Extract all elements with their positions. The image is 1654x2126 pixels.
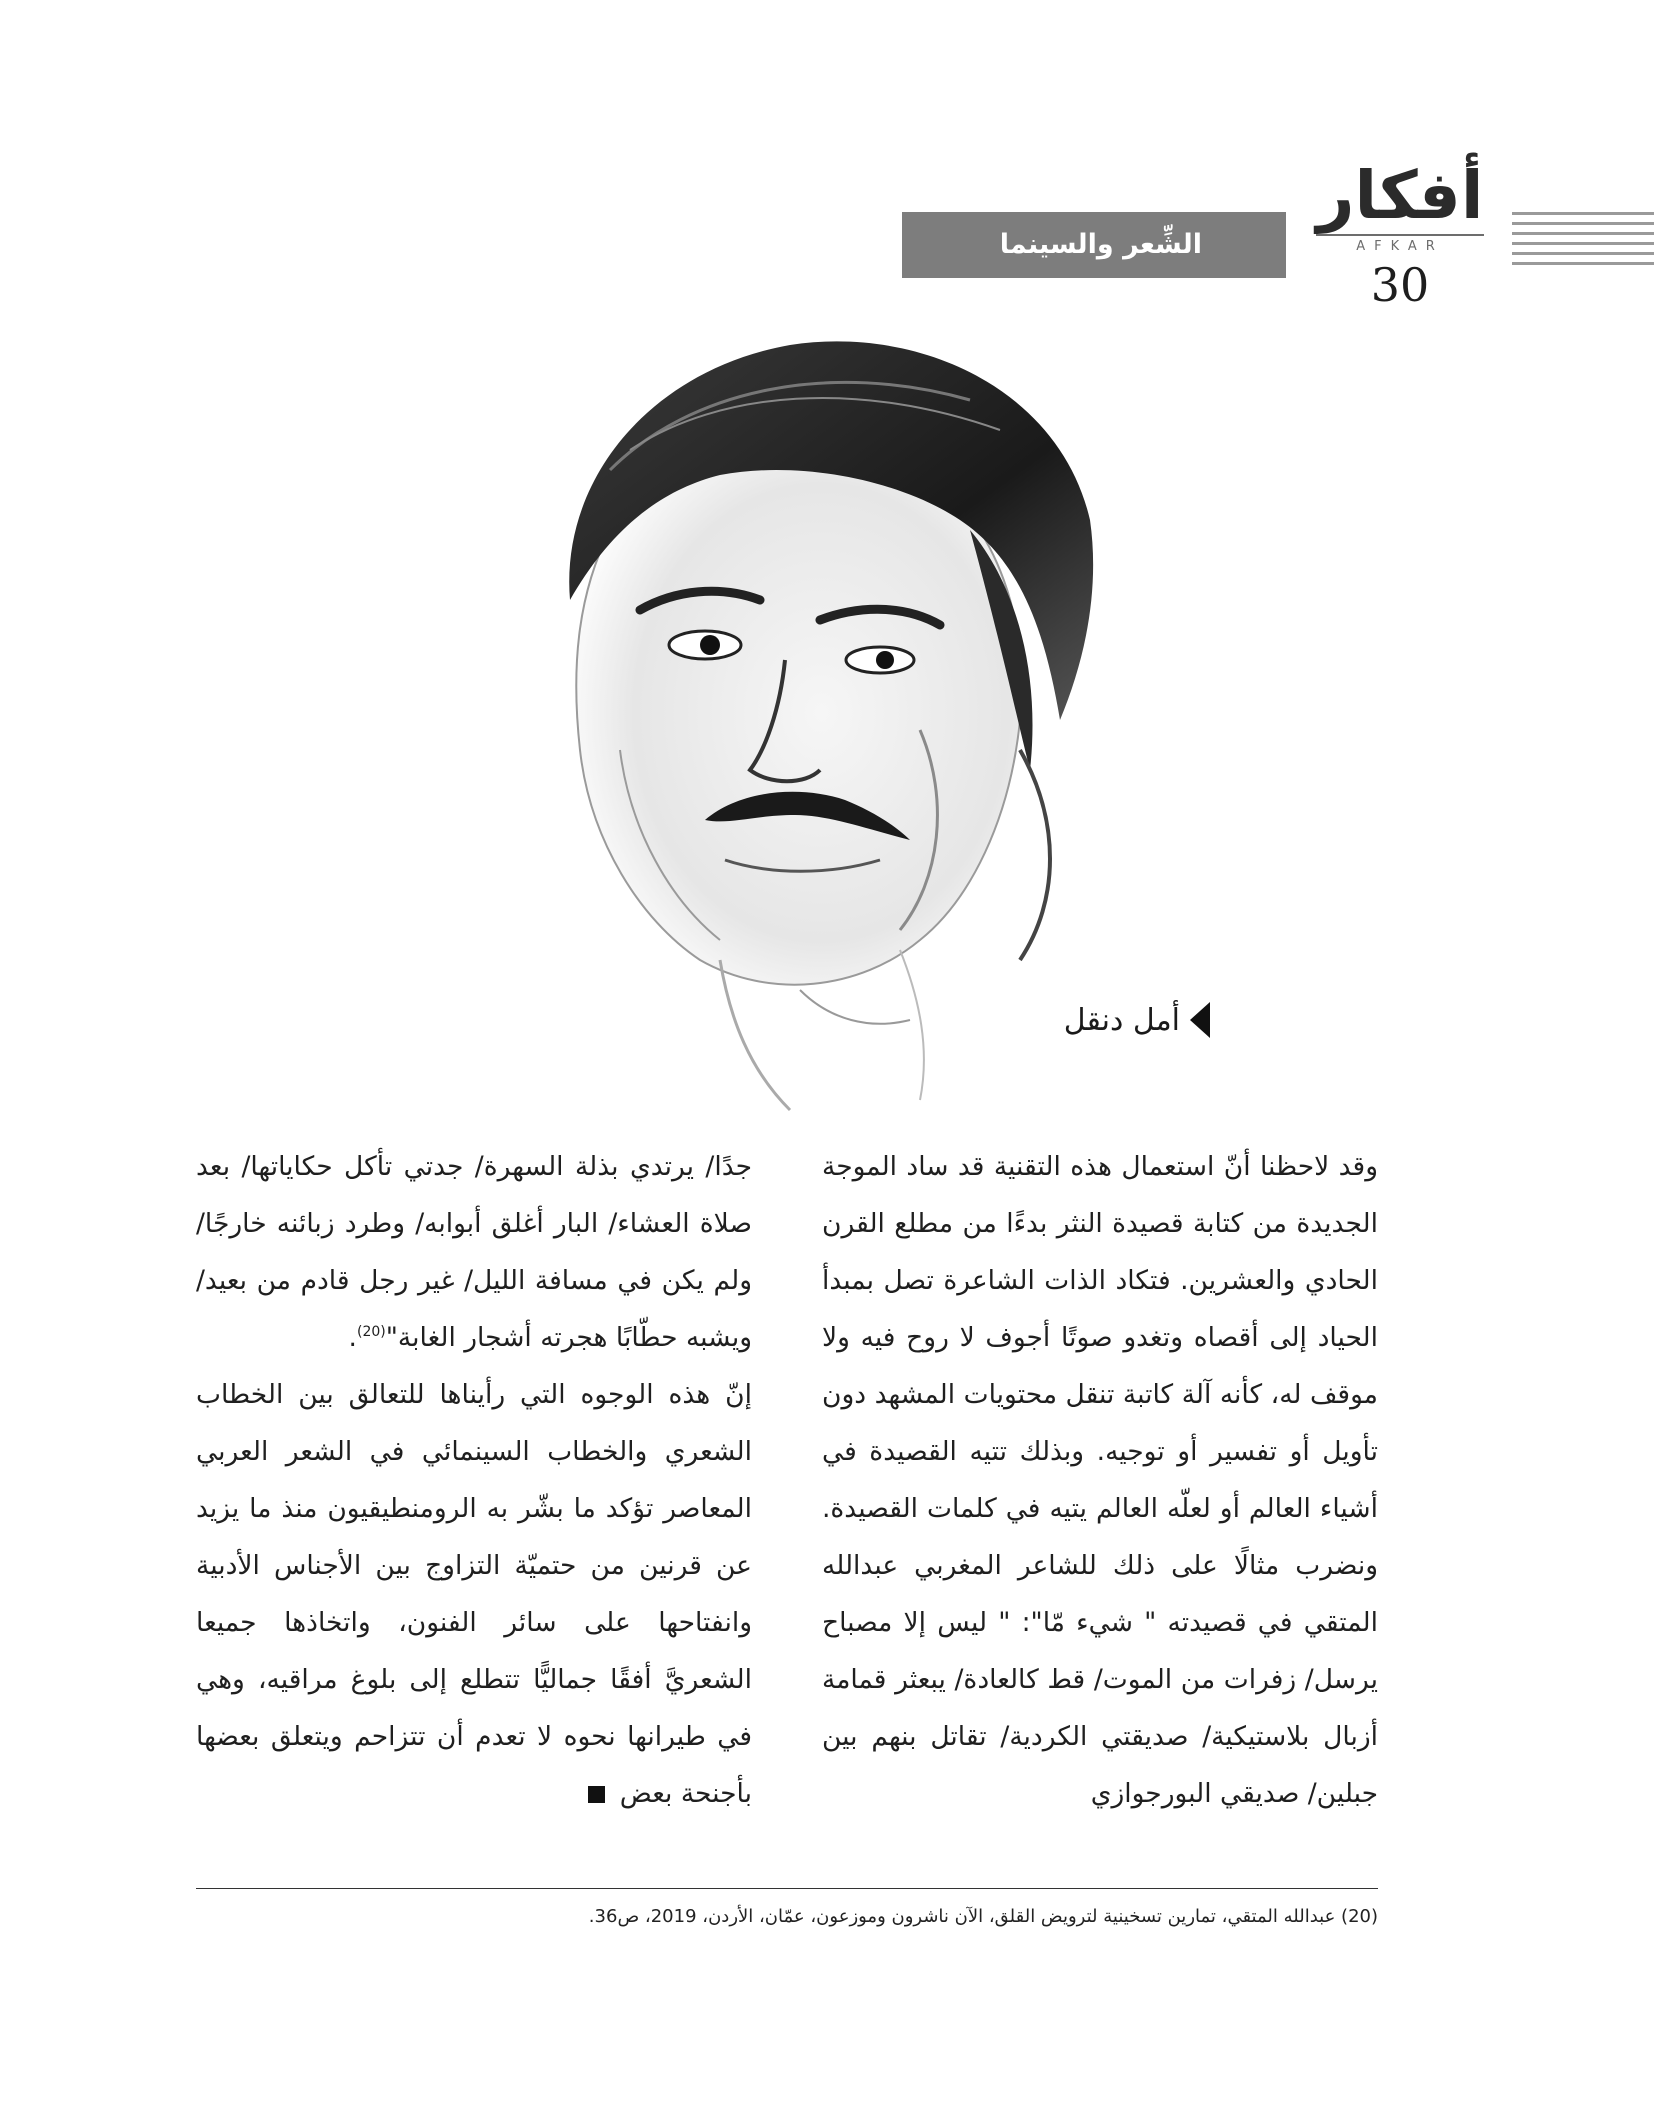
paragraph-text: جدًا/ يرتدي بذلة السهرة/ جدتي تأكل حكاياتها/ بعد صلاة العشاء/ البار أغلق أبوابه/ وطرد زبائنه خارجًا/ ولم يكن في مسافة الليل/ غير رجل قادم من بعيد/ ويشبه حطّابًا هجرته أشجار الغابة" (196, 1151, 752, 1353)
article-column-right (822, 1138, 1378, 1822)
header-stripes (1512, 212, 1654, 272)
caption-arrow-icon (1190, 1002, 1210, 1038)
logo-latin: AFKAR (1356, 239, 1444, 254)
paragraph-text: إنّ هذه الوجوه التي رأيناها للتعالق بين الخطاب الشعري والخطاب السينمائي في الشعر العربي المعاصر تؤكد ما بشّر به الرومنطيقيون منذ ما يزيد عن قرنين من حتميّة التزاوج بين الأجناس الأدبية وانفتاحها على سائر الفنون، واتخاذها جميعا الشعريَّ أفقًا جماليًّا تتطلع إلى بلوغ مراقيه، وهي في طيرانها نحوه لا تعدم أن تتزاحم ويتعلق بعضها بأجنحة بعض (196, 1379, 752, 1809)
portrait-caption (1010, 1002, 1210, 1038)
paragraph (196, 1366, 752, 1822)
paragraph (196, 1138, 752, 1366)
paragraph: وقد لاحظنا أنّ استعمال هذه التقنية قد ساد الموجة الجديدة من كتابة قصيدة النثر بدءًا من مطلع القرن الحادي والعشرين. فتكاد الذات الشاعرة تصل بمبدأ الحياد إلى أقصاه وتغدو صوتًا أجوف لا روح فيه ولا موقف له، كأنه آلة كاتبة تنقل محتويات المشهد دون تأويل أو تفسير أو توجيه. وبذلك تتيه القصيدة في أشياء العالم أو لعلّه العالم يتيه في كلمات القصيدة. ونضرب مثالًا على ذلك للشاعر المغربي عبدالله المتقي في قصيدته " شيء مّا": " ليس إلا مصباح يرسل/ زفرات من الموت/ قط كالعادة/ يبعثر قمامة أزبال بلاستيكية/ صديقتي الكردية/ تقاتل بنهم بين جبلين/ صديقي البورجوازي (822, 1151, 1378, 1809)
logo-rule (1316, 234, 1484, 236)
section-title-bar (902, 212, 1286, 278)
footnote: (20) عبدالله المتقي، تمارين تسخينية لترويض القلق، الآن ناشرون وموزعون، عمّان، الأردن، 2019، ص36. (588, 1906, 1378, 1927)
page-number: 30 (1370, 258, 1430, 312)
article-column-left (196, 1138, 752, 1822)
portrait-sketch (500, 300, 1120, 1120)
logo-arabic: أفكار (1316, 157, 1484, 234)
magazine-logo (1310, 157, 1490, 254)
end-of-article-square-icon (588, 1786, 605, 1803)
sentence-end: . (348, 1322, 357, 1353)
footnote-reference: (20) (356, 1324, 386, 1341)
section-title: الشِّعر والسينما (999, 229, 1202, 260)
footnote-divider (196, 1888, 1378, 1889)
caption-text: أمل دنقل (1063, 1002, 1180, 1038)
